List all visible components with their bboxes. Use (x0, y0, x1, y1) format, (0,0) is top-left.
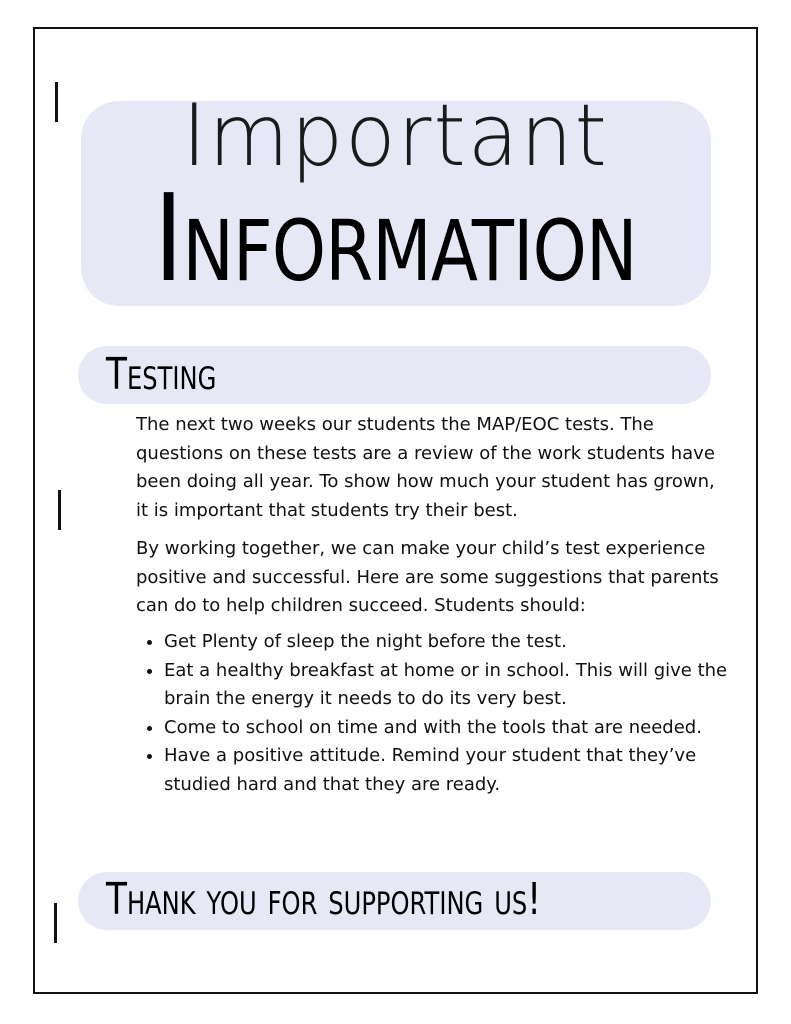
list-item: • Come to school on time and with the tools that are needed. (164, 714, 744, 743)
list-item: • Get Plenty of sleep the night before the test. (164, 628, 744, 657)
testing-paragraph-1: The next two weeks our students the MAP/EOC tests. The questions on these tests are a review of the work students have been doing all year. To show how much your student has grown, it is important that students try their best. (136, 414, 715, 521)
testing-paragraph-2: By working together, we can make your child’s test experience positive and successful. Here are some suggestions that parents can do to help children succeed. Students should: (136, 538, 719, 616)
testing-heading: Testing (106, 349, 217, 400)
title-information: Information (154, 170, 637, 309)
suggestions-list (136, 628, 744, 799)
title-important: Important (182, 86, 609, 186)
list-item: • Have a positive attitude. Remind your student that they’ve studied hard and that they are ready. (164, 742, 744, 799)
margin-mark-bottom (54, 903, 57, 943)
list-item: • Eat a healthy breakfast at home or in school. This will give the brain the energy it needs to do its very best. (164, 657, 744, 714)
margin-mark-middle (58, 490, 61, 530)
closing-heading: Thank you for supporting us! (106, 874, 542, 925)
